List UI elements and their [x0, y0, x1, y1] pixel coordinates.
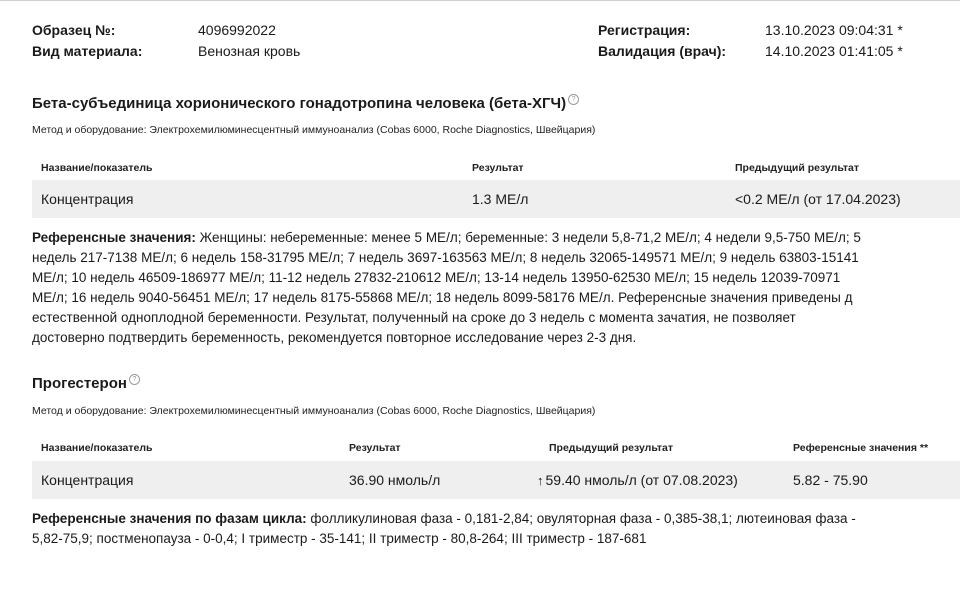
hcg-ref-line: МЕ/л; 10 недель 46509-186977 МЕ/л; 11-12 недель 27832-210612 МЕ/л; 13-14 недель 13950-62530 МЕ/л; 15 недель 12039-70971 — [32, 270, 841, 285]
registration-value: 13.10.2023 09:04:31 * — [765, 22, 903, 38]
arrow-up-icon: ↑ — [537, 473, 544, 488]
progesterone-reference-text — [32, 509, 960, 549]
hcg-title-text: Бета-субъединица хорионического гонадотропина человека (бета-ХГЧ) — [32, 95, 567, 112]
hcg-row-name: Концентрация — [41, 191, 134, 207]
hcg-ref-line: Женщины: небеременные: менее 5 МЕ/л; беременные: 3 недели 5,8-71,2 МЕ/л; 4 недели 9,5-750 МЕ/л; 5 — [195, 230, 861, 245]
material-label: Вид материала: — [32, 43, 143, 59]
progesterone-col-previous: Предыдущий результат — [549, 442, 673, 454]
progesterone-col-result: Результат — [349, 442, 401, 454]
progesterone-row-previous-cell — [537, 472, 738, 488]
registration-label: Регистрация: — [598, 22, 691, 38]
progesterone-col-reference: Референсные значения ** — [793, 442, 929, 454]
progesterone-ref-line: 5,82-75,9; постменопауза - 0-0,4; I триместр - 35-141; II триместр - 80,8-264; III триместр - 187-681 — [32, 531, 647, 546]
progesterone-ref-label: Референсные значения по фазам цикла: — [32, 511, 307, 526]
hcg-reference-text — [32, 228, 960, 348]
progesterone-title-text: Прогестерон — [32, 375, 127, 392]
progesterone-row-previous: 59.40 нмоль/л (от 07.08.2023) — [545, 472, 738, 488]
progesterone-col-name: Название/показатель — [41, 442, 153, 454]
hcg-ref-line: естественной одноплодной беременности. Результат, полученный на сроке до 3 недель с момента зачатия, не позволяет — [32, 310, 796, 325]
validation-label: Валидация (врач): — [598, 43, 727, 59]
top-divider — [0, 0, 960, 1]
hcg-col-previous: Предыдущий результат — [735, 162, 859, 174]
help-icon[interactable]: ? — [568, 94, 579, 105]
hcg-col-name: Название/показатель — [41, 162, 153, 174]
progesterone-row-result: 36.90 нмоль/л — [349, 472, 441, 488]
progesterone-method: Метод и оборудование: Электрохемилюминесцентный иммуноанализ (Cobas 6000, Roche Diagnostics, Швейцария) — [32, 405, 596, 417]
hcg-ref-line: достоверно подтвердить беременность, рекомендуется повторное исследование через 2-3 дня. — [32, 330, 637, 345]
hcg-ref-label: Референсные значения: — [32, 230, 196, 245]
progesterone-row-name: Концентрация — [41, 472, 134, 488]
hcg-row-previous: <0.2 МЕ/л (от 17.04.2023) — [735, 191, 901, 207]
hcg-col-result: Результат — [472, 162, 524, 174]
hcg-section-title — [32, 94, 579, 112]
progesterone-section-title — [32, 374, 140, 392]
hcg-ref-line: недель 217-7138 МЕ/л; 6 недель 158-31795 МЕ/л; 7 недель 3697-163563 МЕ/л; 8 недель 32065-149571 МЕ/л; 9 недель 63803-15141 — [32, 250, 859, 265]
sample-value: 4096992022 — [198, 22, 276, 38]
hcg-row-result: 1.3 МЕ/л — [472, 191, 529, 207]
material-value: Венозная кровь — [198, 43, 301, 59]
help-icon[interactable]: ? — [129, 374, 140, 385]
sample-label: Образец №: — [32, 22, 116, 38]
hcg-method: Метод и оборудование: Электрохемилюминесцентный иммуноанализ (Cobas 6000, Roche Diagnostics, Швейцария) — [32, 124, 596, 136]
validation-value: 14.10.2023 01:41:05 * — [765, 43, 903, 59]
progesterone-ref-line: фолликулиновая фаза - 0,181-2,84; овуляторная фаза - 0,385-38,1; лютеиновая фаза - — [306, 511, 856, 526]
hcg-ref-line: МЕ/л; 16 недель 9040-56451 МЕ/л; 17 недель 8175-55868 МЕ/л; 18 недель 8099-58176 МЕ/л. Референсные значения приведены д — [32, 290, 853, 305]
progesterone-row-reference: 5.82 - 75.90 — [793, 472, 868, 488]
